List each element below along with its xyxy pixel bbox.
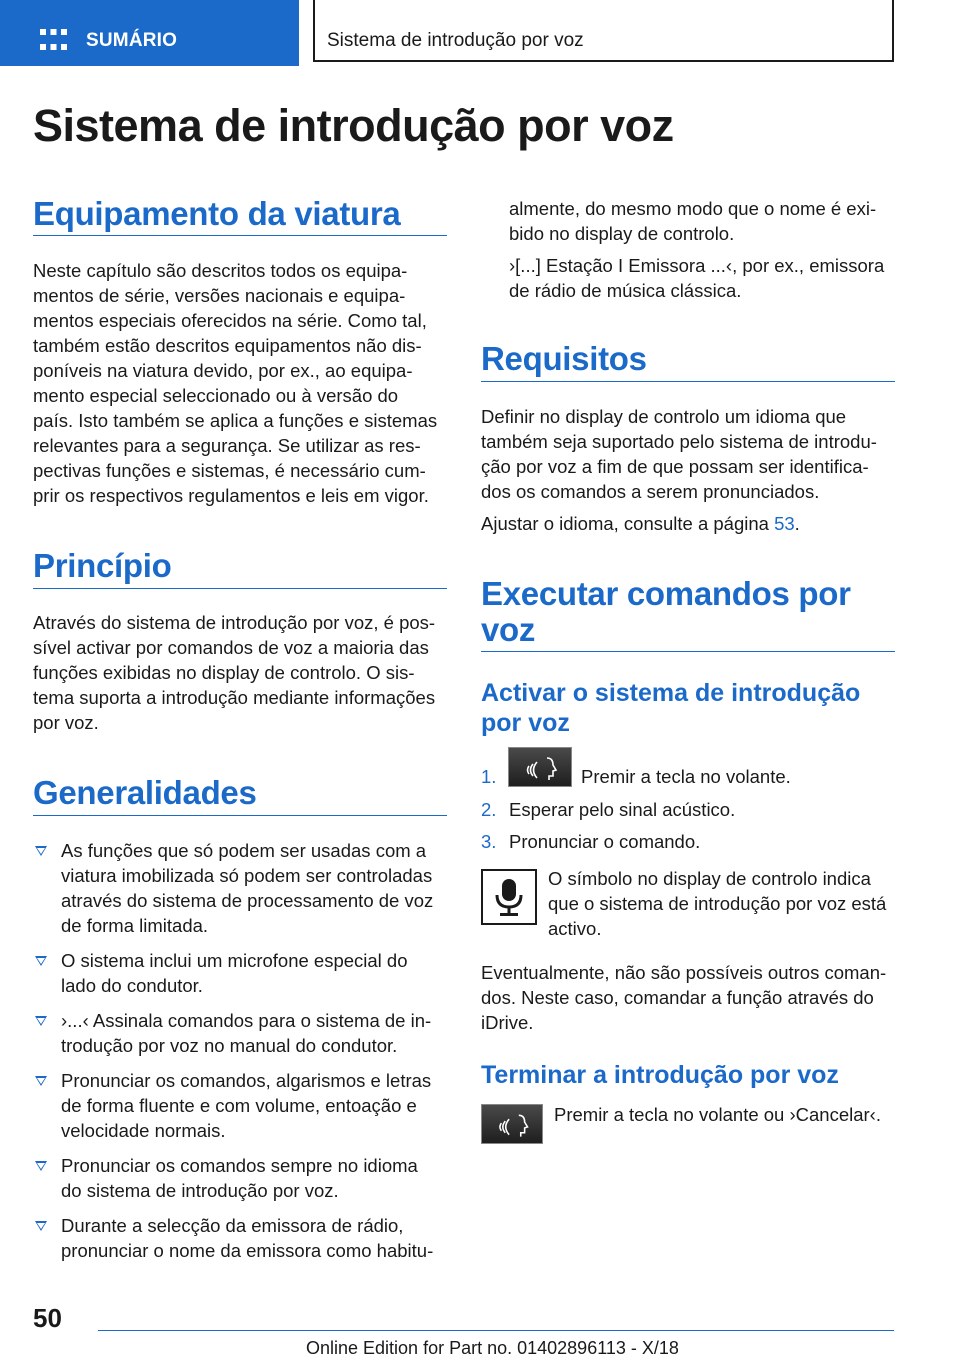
text-line: activo. — [548, 918, 602, 939]
list-item: As funções que só podem ser usadas com a viatura imobilizada só podem ser controladas através do sistema de processamento de voz de forma limitada. — [33, 838, 448, 938]
section-rule — [33, 588, 447, 589]
section-rule — [33, 235, 447, 236]
text-line: também estão descritos equipamentos não dis- — [33, 335, 422, 356]
requisitos-paragraph — [481, 404, 896, 504]
text-line: Neste capítulo são descritos todos os equipa- — [33, 260, 408, 281]
footer-rule — [98, 1330, 894, 1331]
section-rule — [33, 815, 447, 816]
top-bar — [0, 0, 960, 66]
microphone-icon — [483, 871, 535, 923]
text-line: tema suporta a introdução mediante informações — [33, 687, 436, 708]
triangle-bullet-icon — [35, 846, 47, 856]
text-line: Definir no display de controlo um idioma que — [481, 406, 847, 427]
footer-edition: Online Edition for Part no. 01402896113 - X/18 — [306, 1338, 679, 1358]
sumario-button[interactable] — [0, 0, 299, 66]
text-line: O símbolo no display de controlo indica — [548, 868, 871, 889]
page-link[interactable]: 53 — [774, 513, 795, 534]
text-line: ›[...] Estação I Emissora ...‹, por ex., emissora — [509, 255, 885, 276]
sumario-label: SUMÁRIO — [86, 30, 178, 51]
triangle-bullet-icon — [35, 1161, 47, 1171]
ajustar-paragraph: Ajustar o idioma, consulte a página 53. — [481, 513, 800, 534]
list-item: Pronunciar os comandos, algarismos e letras de forma fluente e com volume, entoação e velocidade normais. — [33, 1068, 448, 1143]
voice-button-image — [508, 747, 572, 787]
page-number: 50 — [33, 1303, 62, 1333]
symbol-paragraph — [548, 866, 898, 941]
breadcrumb[interactable] — [313, 0, 894, 62]
triangle-bullet-icon — [35, 1221, 47, 1231]
page-title: Sistema de introdução por voz — [33, 100, 674, 151]
terminar-text: Premir a tecla no volante ou ›Cancelar‹. — [554, 1104, 881, 1125]
text-line: país. Isto também se aplica a funções e sistemas — [33, 410, 438, 431]
section-rule — [481, 381, 895, 382]
text-line: almente, do mesmo modo que o nome é exi- — [509, 198, 877, 219]
section-title-executar: Executar comandos por voz — [481, 575, 851, 648]
text-line: dos. Neste caso, comandar a função através do — [481, 987, 874, 1008]
text-line: bido no display de controlo. — [509, 223, 735, 244]
voice-command-icon — [509, 748, 573, 788]
text-line: ção por voz a fim de que possam ser identifica- — [481, 456, 869, 477]
text-line: Eventualmente, não são possíveis outros coman- — [481, 962, 887, 983]
text-line: Através do sistema de introdução por voz, é pos- — [33, 612, 436, 633]
equipamento-paragraph — [33, 258, 448, 508]
ajustar-text: Ajustar o idioma, consulte a página — [481, 513, 769, 534]
list-item: O sistema inclui um microfone especial do lado do condutor. — [33, 948, 448, 998]
text-line: mentos de série, versões nacionais e equipa- — [33, 285, 406, 306]
generalidades-list — [33, 838, 448, 1273]
microphone-symbol — [481, 869, 537, 925]
section-rule — [481, 651, 895, 652]
list-item: Durante a selecção da emissora de rádio, pronunciar o nome da emissora como habitu- — [33, 1213, 448, 1263]
text-line: poníveis na viatura devido, por ex., ao equipa- — [33, 360, 413, 381]
principio-paragraph — [33, 610, 448, 735]
text-line: mento especial seleccionado ou à versão do — [33, 385, 399, 406]
list-item: ›...‹ Assinala comandos para o sistema de in- trodução por voz no manual do condutor. — [33, 1008, 448, 1058]
text-line: dos os comandos a serem pronunciados. — [481, 481, 820, 502]
triangle-bullet-icon — [35, 1016, 47, 1026]
text-line: que o sistema de introdução por voz está — [548, 893, 887, 914]
text-line: de rádio de música clássica. — [509, 280, 742, 301]
text-line: funções exibidas no display de controlo. O sis- — [33, 662, 415, 683]
triangle-bullet-icon — [35, 956, 47, 966]
subsection-title-activar: Activar o sistema de introdução por voz — [481, 679, 861, 737]
text-line: pectivas funções e sistemas, é necessário cum- — [33, 460, 426, 481]
text-line: relevantes para a segurança. Se utilizar as res- — [33, 435, 421, 456]
grid-menu-icon — [40, 29, 67, 51]
section-title-equipamento: Equipamento da viatura — [33, 195, 401, 232]
continued-paragraph — [509, 196, 899, 246]
voice-button-image — [481, 1104, 543, 1144]
text-line: prir os respectivos regulamentos e leis em vigor. — [33, 485, 429, 506]
text-line: mentos especiais oferecidos na série. Como tal, — [33, 310, 427, 331]
triangle-bullet-icon — [35, 1076, 47, 1086]
section-title-principio: Princípio — [33, 547, 172, 584]
text-line: também seja suportado pelo sistema de introdu- — [481, 431, 877, 452]
voice-command-icon — [482, 1105, 544, 1145]
text-line: sível activar por comandos de voz a maioria das — [33, 637, 429, 658]
text-line: iDrive. — [481, 1012, 534, 1033]
section-title-requisitos: Requisitos — [481, 340, 647, 377]
section-title-generalidades: Generalidades — [33, 774, 257, 811]
example-paragraph — [509, 253, 899, 303]
text-line: por voz. — [33, 712, 99, 733]
list-item: Pronunciar os comandos sempre no idioma do sistema de introdução por voz. — [33, 1153, 448, 1203]
subsection-title-terminar: Terminar a introdução por voz — [481, 1061, 839, 1089]
breadcrumb-text: Sistema de introdução por voz — [327, 30, 584, 51]
eventual-paragraph — [481, 960, 896, 1035]
